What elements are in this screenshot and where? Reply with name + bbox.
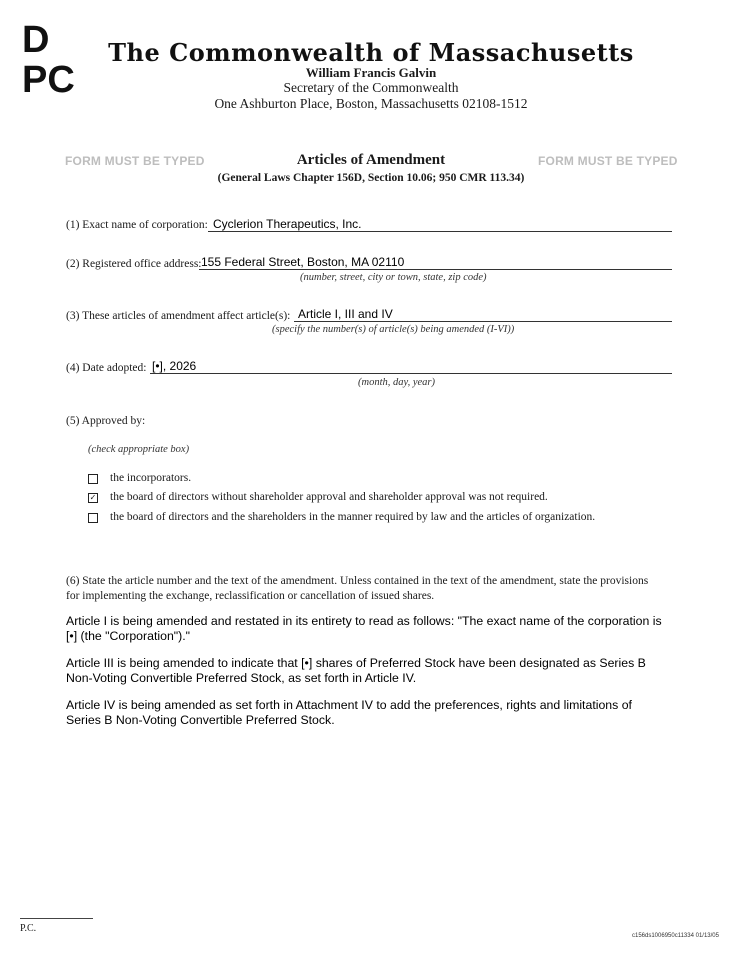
articles-hint: (specify the number(s) of article(s) being amended (I-VI)) [272,324,515,335]
form-subtitle: (General Laws Chapter 156D, Section 10.06; 950 CMR 113.34) [217,172,525,184]
checkbox-incorporators[interactable] [88,474,98,484]
footer-pc: P.C. [20,923,37,934]
commonwealth-title: The Commonwealth of Massachusetts [108,38,634,67]
official-name: William Francis Galvin [305,65,437,80]
section6-instructions-line1: (6) State the article number and the text of the amendment. Unless contained in the text of the amendment, state the provisions [66,575,649,587]
official-address: One Ashburton Place, Boston, Massachusetts 02108-1512 [214,96,528,111]
approval-hint: (check appropriate box) [88,444,190,455]
corp-name-label: (1) Exact name of corporation: [66,219,208,231]
logo-line-d: D [22,19,50,61]
articles-label: (3) These articles of amendment affect article(s): [66,310,291,322]
date-hint: (month, day, year) [358,377,435,388]
date-field[interactable] [150,359,672,374]
section6-instructions-line2: for implementing the exchange, reclassification or cancellation of issued shares. [66,590,435,602]
date-value: [•], 2026 [152,359,197,373]
amendment-article-iv: Article IV is being amended as set forth in Attachment IV to add the preferences, rights and limitations of Series B Non-Voting Convertible Preferred Stock. [66,698,632,727]
amendment-article-iii: Article III is being amended to indicate that [•] shares of Preferred Stock have been designated as Series B Non-Voting Convertible Preferred Stock, as set forth in Article IV. [66,656,646,685]
checkbox-board-and-shareholders[interactable] [88,513,98,523]
office-value: 155 Federal Street, Boston, MA 02110 [201,255,405,269]
office-field[interactable] [199,255,672,270]
office-hint: (number, street, city or town, state, zip code) [300,272,487,283]
date-label: (4) Date adopted: [66,362,147,374]
articles-field[interactable] [294,307,672,322]
option-board-only-label: the board of directors without shareholder approval and shareholder approval was not required. [110,491,548,503]
office-label: (2) Registered office address: [66,258,202,270]
corp-name-field[interactable] [208,217,672,232]
form-typed-notice-left: FORM MUST BE TYPED [65,154,205,168]
logo-line-pc: PC [22,59,75,101]
official-title: Secretary of the Commonwealth [283,80,459,95]
option-incorporators-label: the incorporators. [110,472,192,484]
footer-rule [20,918,93,919]
amendment-article-i: Article I is being amended and restated in its entirety to read as follows: "The exact name of the corporation is [•] (the "Corporation")." [66,614,662,643]
articles-value: Article I, III and IV [298,307,393,321]
footer-form-code: c156ds1006950c11334 01/13/05 [632,933,719,939]
form-typed-notice-right: FORM MUST BE TYPED [538,154,678,168]
checkbox-board-only[interactable]: ✓ [89,493,97,502]
approval-label: (5) Approved by: [66,415,146,427]
form-title: Articles of Amendment [296,152,446,168]
option-board-and-shareholders-label: the board of directors and the shareholders in the manner required by law and the articles of organization. [110,511,596,523]
corp-name-value: Cyclerion Therapeutics, Inc. [213,217,362,231]
dpc-logo [22,20,75,100]
